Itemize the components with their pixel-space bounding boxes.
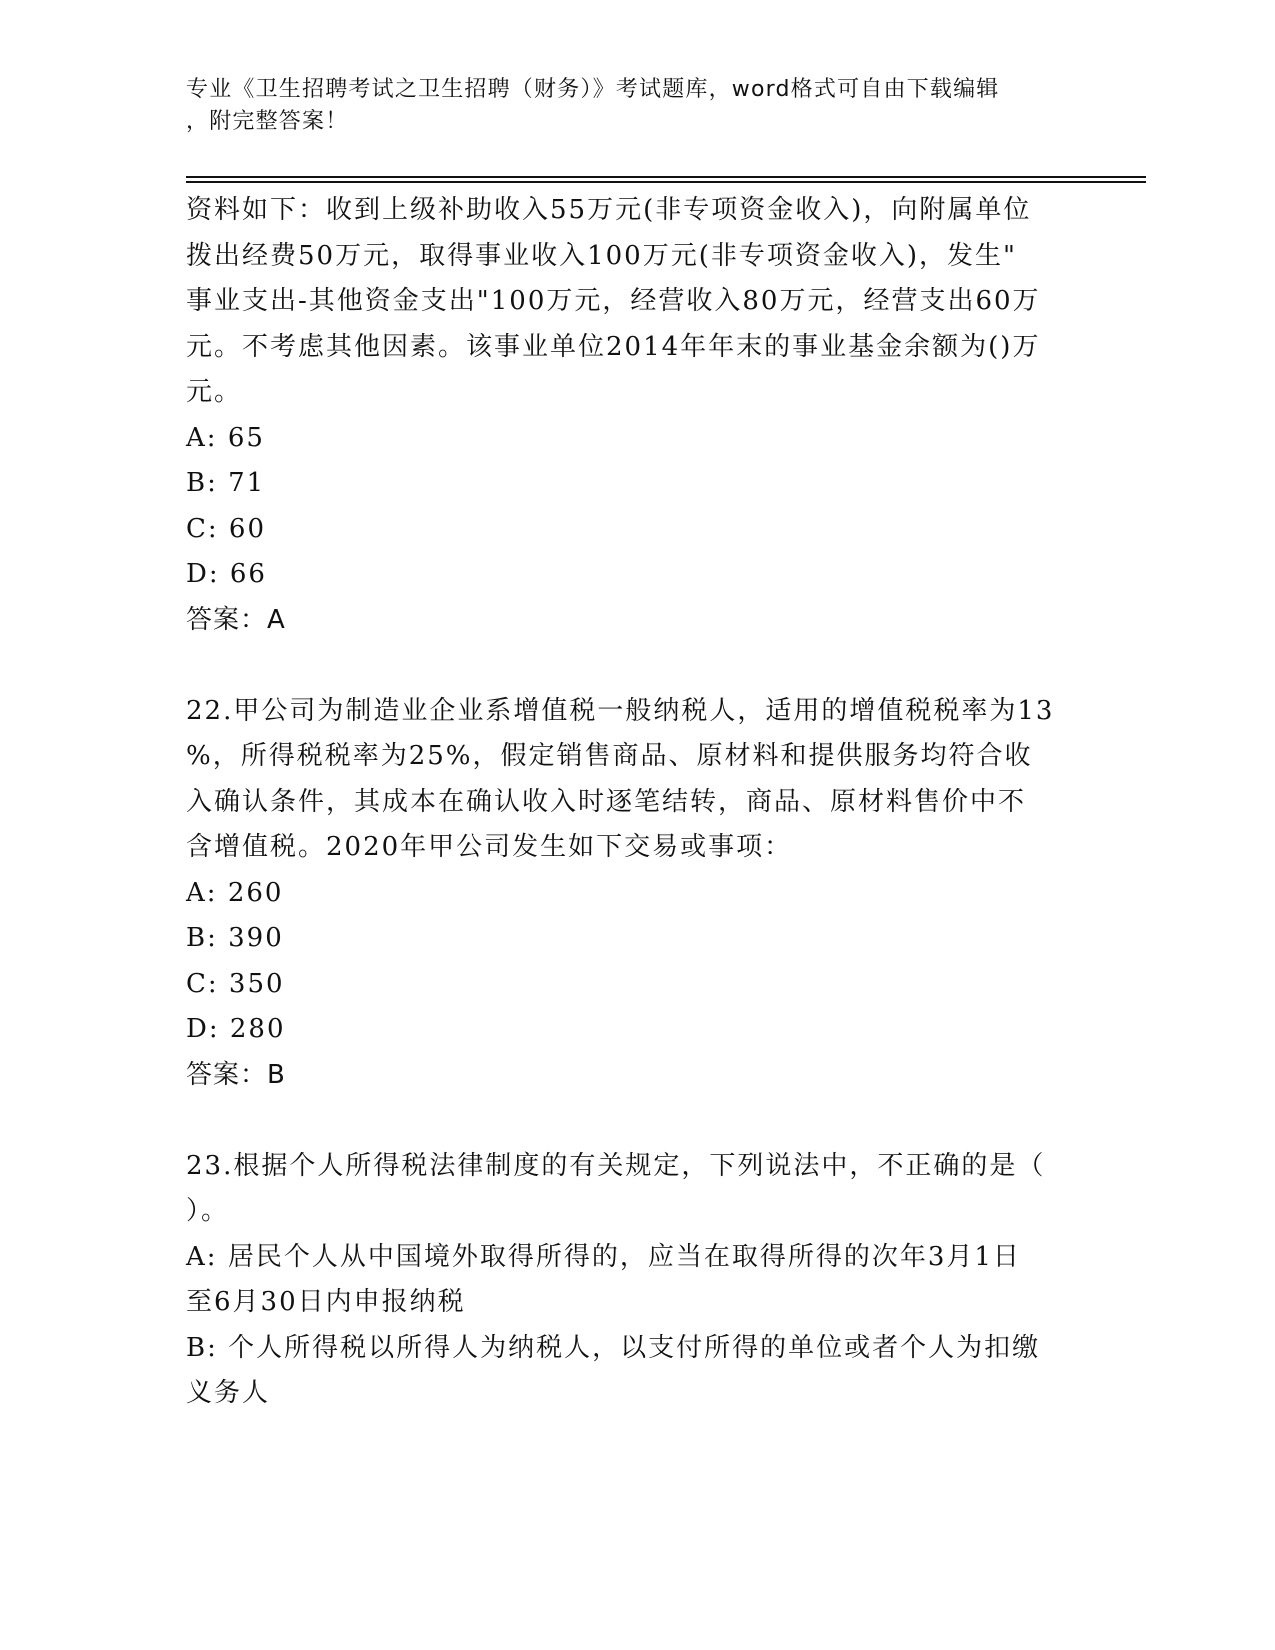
option-d — [186, 552, 1086, 598]
question-text-line: 元。不考虑其他因素。该事业单位2014年年末的事业基金余额为()万 — [186, 331, 1041, 362]
question-text-line: 23.根据个人所得税法律制度的有关规定，下列说法中，不正确的是（ — [186, 1150, 1046, 1181]
header-rule-top — [186, 176, 1146, 178]
option-key: A: — [186, 1241, 218, 1272]
question-23 — [186, 1144, 1086, 1417]
question-text-line: %，所得税税率为25%，假定销售商品、原材料和提供服务均符合收 — [186, 741, 1033, 771]
spacer — [186, 1098, 1086, 1144]
option-value: 280 — [229, 1014, 286, 1044]
answer-line: 答案：B — [186, 1059, 286, 1090]
question-text-line: 22.甲公司为制造业企业系增值税一般纳税人，适用的增值税税率为13 — [186, 695, 1055, 726]
option-value: 260 — [227, 877, 284, 908]
question-text-line: 事业支出-其他资金支出"100万元，经营收入80万元，经营支出60万 — [186, 286, 1041, 316]
option-key: D: — [186, 559, 220, 589]
option-key: D: — [186, 1014, 220, 1044]
question-text-line: 元。 — [186, 377, 243, 407]
question-21 — [186, 188, 1086, 643]
option-key: C: — [186, 968, 219, 999]
option-a — [186, 1235, 1086, 1281]
option-value: 66 — [229, 559, 267, 589]
option-b — [186, 1326, 1086, 1372]
option-a-continuation: 至6月30日内申报纳税 — [186, 1287, 466, 1317]
question-text-line: 拨出经费50万元，取得事业收入100万元(非专项资金收入)，发生" — [186, 240, 1017, 271]
header-line-1: 专业《卫生招聘考试之卫生招聘（财务）》考试题库，word格式可自由下载编辑 — [186, 77, 1000, 102]
option-key: C: — [186, 513, 219, 544]
option-a — [186, 871, 1086, 917]
option-value: 个人所得税以所得人为纳税人，以支付所得的单位或者个人为扣缴 — [228, 1332, 1041, 1363]
option-b — [186, 916, 1086, 962]
question-text-line: 资料如下：收到上级补助收入55万元(非专项资金收入)，向附属单位 — [186, 195, 1032, 225]
option-key: B: — [186, 468, 218, 498]
option-key: A: — [186, 877, 218, 908]
document-body — [186, 188, 1086, 1417]
question-text-line: 含增值税。2020年甲公司发生如下交易或事项： — [186, 832, 793, 862]
header-line-2: ，附完整答案！ — [186, 109, 349, 134]
option-value: 60 — [228, 513, 267, 544]
option-value: 71 — [228, 468, 266, 498]
option-c — [186, 507, 1086, 553]
option-key: B: — [186, 1332, 218, 1363]
option-b — [186, 461, 1086, 507]
question-text-line: ）。 — [186, 1196, 230, 1226]
answer-line: 答案：A — [186, 604, 286, 635]
option-b-continuation: 义务人 — [186, 1378, 271, 1408]
option-value: 居民个人从中国境外取得所得的，应当在取得所得的次年3月1日 — [227, 1241, 1021, 1272]
option-d — [186, 1007, 1086, 1053]
spacer — [186, 643, 1086, 689]
option-value: 65 — [227, 422, 265, 453]
option-key: A: — [186, 422, 218, 453]
option-value: 390 — [228, 923, 284, 953]
option-key: B: — [186, 923, 218, 953]
option-value: 350 — [228, 968, 285, 999]
option-a — [186, 416, 1086, 462]
option-c — [186, 962, 1086, 1008]
header-rule-bottom — [186, 181, 1146, 183]
question-text-line: 入确认条件，其成本在确认收入时逐笔结转，商品、原材料售价中不 — [186, 786, 1027, 817]
question-22 — [186, 689, 1086, 1099]
document-header — [186, 74, 1066, 138]
